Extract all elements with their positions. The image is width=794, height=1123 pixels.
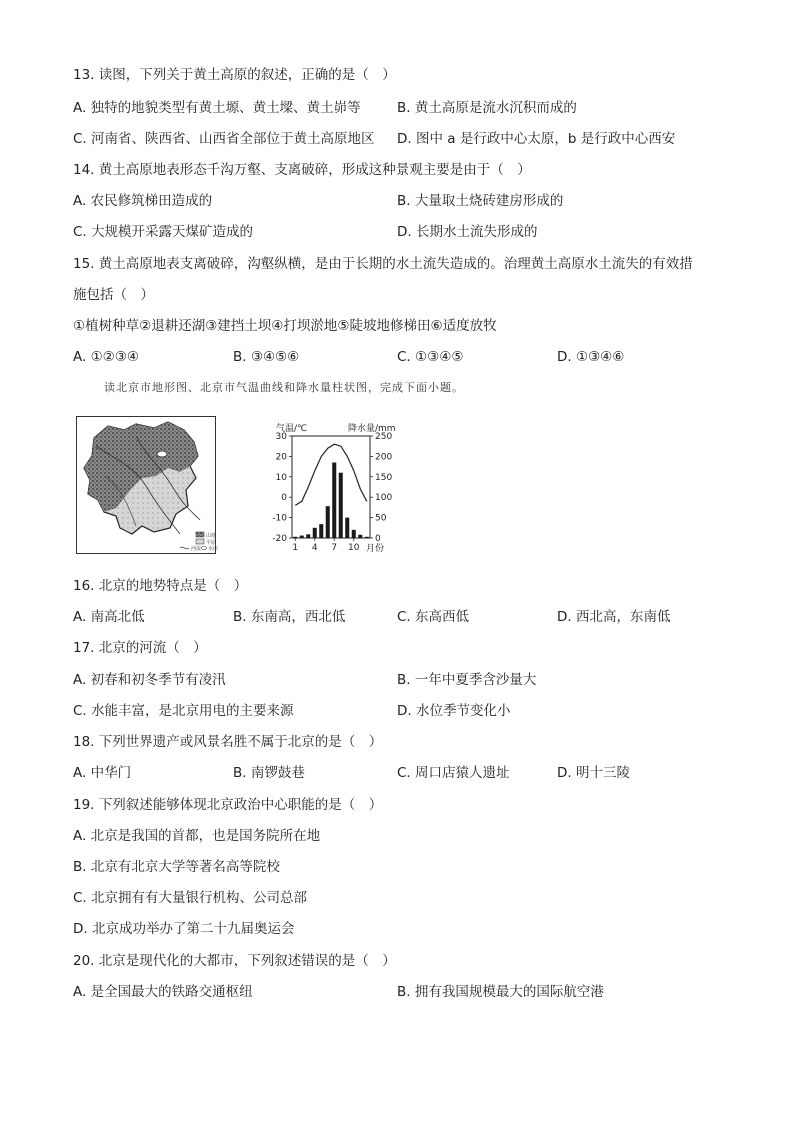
precip-bar: [326, 506, 330, 538]
precip-bar: [293, 537, 297, 538]
temp-tick-label: -20: [272, 534, 287, 544]
q16-option-c: C. 东高西低: [397, 609, 470, 625]
q14-option-a: A. 农民修筑梯田造成的: [73, 193, 213, 209]
beijing-climate-chart: [262, 418, 402, 556]
beijing-terrain-map: [76, 416, 219, 554]
q18-option-d: D. 明十三陵: [557, 765, 630, 781]
q13-option-a: A. 独特的地貌类型有黄土塬、黄土墚、黄土峁等: [73, 100, 361, 116]
temp-tick-label: 30: [275, 432, 287, 442]
q13-option-b: B. 黄土高原是流水沉积而成的: [397, 100, 577, 116]
precip-bar: [306, 534, 310, 538]
q19-option-a: A. 北京是我国的首都，也是国务院所在地: [73, 828, 321, 844]
q13-option-c: C. 河南省、陕西省、山西省全部位于黄土高原地区: [73, 131, 375, 147]
precip-bar: [352, 530, 356, 538]
q19-option-b: B. 北京有北京大学等著名高等院校: [73, 859, 280, 875]
q18-option-c: C. 周口店猿人遗址: [397, 765, 510, 781]
precip-tick-label: 0: [375, 534, 381, 544]
q15-option-c: C. ①③④⑤: [397, 349, 464, 365]
q15-items: ①植树种草②退耕还湖③建挡土坝④打坝淤地⑤陡坡地修梯田⑥适度放牧: [73, 318, 497, 334]
reservoir-shape: [157, 451, 167, 457]
q16-option-d: D. 西北高，东南低: [557, 609, 671, 625]
precip-bar: [339, 473, 343, 538]
precip-tick-label: 200: [375, 452, 393, 463]
q14-option-d: D. 长期水土流失形成的: [397, 224, 538, 240]
precip-bar: [300, 536, 304, 538]
precip-bar: [313, 528, 317, 538]
q17-option-a: A. 初春和初冬季节有凌汛: [73, 672, 226, 688]
plot-frame: [292, 436, 370, 538]
precip-bar: [365, 537, 369, 538]
precip-bar: [345, 518, 349, 538]
precip-tick-label: 150: [375, 472, 393, 483]
right-axis-label: 降水量/mm: [348, 424, 396, 434]
q14-option-b: B. 大量取土烧砖建房形成的: [397, 193, 564, 209]
q17-option-b: B. 一年中夏季含沙量大: [397, 672, 537, 688]
q18-option-b: B. 南锣鼓巷: [233, 765, 305, 781]
month-tick-label: 10: [348, 543, 360, 553]
q16-option-b: B. 东南高，西北低: [233, 609, 346, 625]
legend-mountain: 山地: [206, 533, 217, 539]
month-tick-label: 4: [311, 543, 318, 553]
q14-option-c: C. 大规模开采露天煤矿造成的: [73, 224, 254, 240]
q17-option-c: C. 水能丰富，是北京用电的主要来源: [73, 703, 294, 719]
q15-stem-line2: 施包括（ ）: [73, 287, 154, 303]
precip-tick-label: 250: [375, 432, 393, 442]
q15-option-d: D. ①③④⑥: [557, 349, 625, 365]
q15-stem-line1: 15. 黄土高原地表支离破碎，沟壑纵横，是由于长期的水土流失造成的。治理黄土高原水土流失的有效措: [73, 256, 693, 272]
q17-option-d: D. 水位季节变化小: [397, 703, 511, 719]
q15-option-a: A. ①②③④: [73, 349, 139, 365]
precip-bar: [332, 463, 336, 538]
q13-option-d: D. 图中 a 是行政中心太原，b 是行政中心西安: [397, 131, 676, 147]
q19-option-d: D. 北京成功举办了第二十九届奥运会: [73, 921, 295, 937]
temp-tick-label: 10: [275, 472, 287, 483]
q15-option-b: B. ③④⑤⑥: [233, 349, 300, 365]
month-tick-label: 7: [331, 543, 338, 553]
q19-option-c: C. 北京拥有有大量银行机构、公司总部: [73, 890, 308, 906]
temp-tick-label: 0: [281, 493, 287, 504]
q19-stem: 19. 下列叙述能够体现北京政治中心职能的是（ ）: [73, 797, 383, 813]
q14-stem: 14. 黄土高原地表形态千沟万壑、支离破碎，形成这种景观主要是由于（ ）: [73, 162, 531, 178]
q20-stem: 20. 北京是现代化的大都市，下列叙述错误的是（ ）: [73, 953, 396, 969]
month-tick-label: 1: [292, 543, 299, 553]
q18-stem: 18. 下列世界遗产或风景名胜不属于北京的是（ ）: [73, 734, 383, 750]
x-axis-label: 月份: [366, 544, 385, 554]
legend-reservoir: 水库: [208, 546, 219, 552]
temp-tick-label: -10: [272, 513, 287, 524]
q13-stem: 13. 读图，下列关于黄土高原的叙述，正确的是（ ）: [73, 67, 396, 83]
precip-tick-label: 50: [375, 513, 387, 524]
q16-stem: 16. 北京的地势特点是（ ）: [73, 578, 248, 594]
precip-tick-label: 100: [375, 493, 393, 504]
left-axis-label: 气温/℃: [276, 424, 308, 434]
temperature-curve: [295, 444, 367, 505]
legend-river: 河流: [191, 546, 202, 552]
precip-bar: [319, 524, 323, 538]
q20-option-a: A. 是全国最大的铁路交通枢纽: [73, 984, 253, 1000]
figure-caption: 读北京市地形图、北京市气温曲线和降水量柱状图，完成下面小题。: [104, 381, 464, 394]
q16-option-a: A. 南高北低: [73, 609, 145, 625]
legend-plain: 平原: [206, 540, 217, 546]
q20-option-b: B. 拥有我国规模最大的国际航空港: [397, 984, 604, 1000]
q18-option-a: A. 中华门: [73, 765, 132, 781]
temp-tick-label: 20: [275, 452, 287, 463]
q17-stem: 17. 北京的河流（ ）: [73, 640, 207, 656]
precip-bar: [358, 535, 362, 538]
